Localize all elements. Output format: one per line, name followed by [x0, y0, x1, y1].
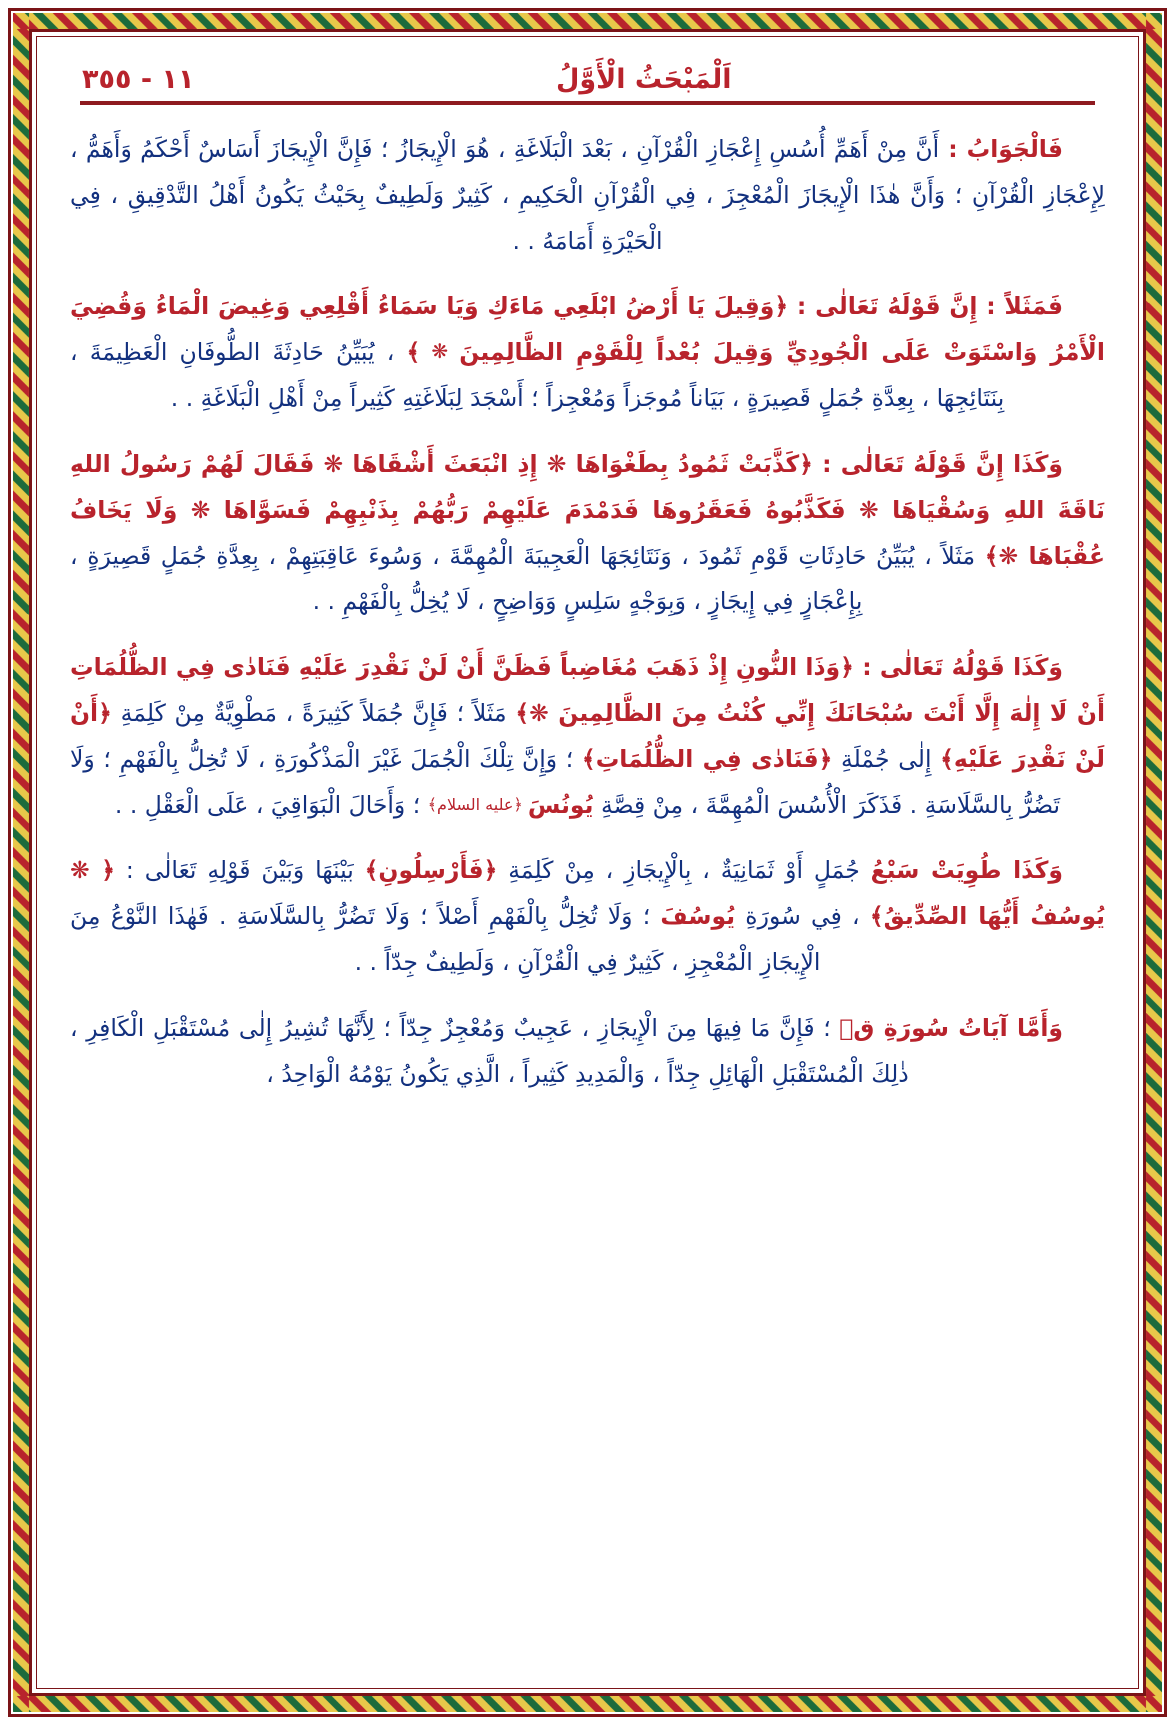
- paragraph: [70, 848, 1105, 985]
- text-run: فَالْجَوَابُ :: [939, 135, 1063, 163]
- text-run: ، فِي سُورَةِ: [735, 902, 870, 931]
- text-run: وَكَذَا قَوْلُهُ تَعَالٰى :: [853, 653, 1063, 682]
- text-run: وَكَذَا إِنَّ قَوْلَهُ تَعَالٰى :: [812, 449, 1064, 478]
- header-divider: [80, 101, 1095, 105]
- text-run: ﴿: [840, 653, 854, 682]
- paragraph: [70, 1006, 1105, 1098]
- page-content: [44, 44, 1131, 1681]
- text-run: وَقِيلَ يَا أَرْضُ ابْلَعِي مَاءَكِ وَيَا سَمَاءُ أَقْلِعِي وَغِيضَ الْمَاءُ وَقُضِيَ الْأَمْرُ وَاسْتَوَتْ عَلَى الْجُودِيِّ وَقِيلَ بُعْداً لِلْقَوْمِ الظَّالِمِينَ: [70, 292, 1105, 367]
- text-run: وَكَذَا طُوِيَتْ سَبْعُ: [870, 856, 1064, 885]
- text-run: كَذَّبَتْ ثَمُودُ بِطَغْوَاهَا ❋ إِذِ انْبَعَثَ أَشْقَاهَا ❋ فَقَالَ لَهُمْ رَسُولُ اللهِ نَاقَةَ اللهِ وَسُقْيَاهَا ❋ فَكَذَّبُوهُ فَعَقَرُوهَا فَدَمْدَمَ عَلَيْهِمْ رَبُّهُمْ بِذَنْبِهِمْ فَسَوَّاهَا ❋ وَلَا يَخَافُ عُقْبَاهَا ❋: [70, 449, 1105, 570]
- text-run: وَذَا النُّونِ إِذْ ذَهَبَ مُغَاضِباً فَظَنَّ أَنْ لَنْ نَقْدِرَ عَلَيْهِ فَنَادٰى فِي الظُّلُمَاتِ أَنْ لَا إِلٰهَ إِلَّا أَنْتَ سُبْحَانَكَ إِنِّي كُنْتُ مِنَ الظَّالِمِينَ ❋: [70, 653, 1105, 727]
- text-run: يُوسُفَ: [660, 902, 736, 931]
- text-run: مَثَلاً ؛ فَإِنَّ جُمَلاً كَثِيرَةً ، مَطْوِيَّةٌ مِنْ كَلِمَةِ: [111, 698, 516, 727]
- page-title: اَلْمَبْحَثُ الْأَوَّلُ: [555, 64, 732, 95]
- text-run: ﴾: [984, 541, 999, 570]
- text-run: وَأَمَّا آيَاتُ سُورَةِ قۤ: [839, 1013, 1063, 1042]
- paragraph: [70, 442, 1105, 625]
- paragraph: [70, 127, 1105, 264]
- text-run: ، يُبَيِّنُ حَادِثَةَ الطُّوفَانِ الْعَظِيمَةَ ، بِنَتَائِجِهَا ، بِعِدَّةِ جُمَلٍ قَصِيرَةٍ ، بَيَاناً مُوجَزاً وَمُعْجِزاً ؛ أَسْجَدَ لِبَلَاغَتِهِ كَثِيراً مِنْ أَهْلِ الْبَلَاغَةِ . .: [70, 338, 1005, 413]
- text-run: ؛ وَلَا تُخِلُّ بِالْفَهْمِ أَصْلاً ؛ وَلَا تَضُرُّ بِالسَّلَاسَةِ . فَهٰذَا النَّوْعُ مِنَ الْإِيجَازِ الْمُعْجِزِ ، كَثِيرٌ فِي الْقُرْآنِ ، وَلَطِيفٌ جِدّاً . .: [70, 902, 821, 976]
- text-run: ﴿عليه السلام﴾: [427, 794, 528, 814]
- paragraph: [70, 284, 1105, 421]
- text-run: أَنَّ مِنْ أَهَمِّ أُسُسِ إِعْجَازِ الْقُرْآنِ ، بَعْدَ الْبَلَاغَةِ ، هُوَ الْإِيجَازُ ؛ فَإِنَّ الْإِيجَازَ أَسَاسٌ أَحْكَمُ وَأَهَمُّ ، لِإِعْجَازِ الْقُرْآنِ ؛ وَأَنَّ هٰذَا الْإِيجَازَ الْمُعْجِزَ ، فِي الْقُرْآنِ الْحَكِيمِ ، كَثِيرٌ وَلَطِيفٌ بِحَيْثُ يَكُونُ أَهْلُ التَّدْقِيقِ ، فِي الْحَيْرَةِ أَمَامَهُ . .: [70, 135, 1105, 255]
- page-header: [70, 64, 1105, 95]
- text-run: يُونُسَ: [527, 790, 594, 819]
- text-run: ﴿: [774, 292, 789, 321]
- text-run: مَثَلاً ، يُبَيِّنُ حَادِثَاتِ قَوْمِ ثَمُودَ ، وَنَتَائِجَهَا الْعَجِيبَةَ الْمُهِمَّةَ ، وَسُوءَ عَاقِبَتِهِمْ ، بِعِدَّةِ جُمَلٍ قَصِيرَةٍ ، بِإِعْجَازٍ فِي إِيجَازٍ ، وَبِوَجْهٍ سَلِسٍ وَوَاضِحٍ ، لَا يُخِلُّ بِالْفَهْمِ . .: [70, 541, 985, 616]
- text-run: ؛ وَأَحَالَ الْبَوَاقِيَ ، عَلَى الْعَقْلِ . .: [114, 790, 428, 819]
- paragraph: [70, 645, 1105, 828]
- text-run: ﴿أَنْ لَنْ نَقْدِرَ عَلَيْهِ﴾: [70, 698, 1105, 773]
- text-run: ﴿ ❋ يُوسُفُ أَيُّهَا الصِّدِّيقُ﴾: [70, 856, 1105, 931]
- text-run: جُمَلٍ أَوْ ثَمَانِيَةٌ ، بِالْإِيجَازِ ، مِنْ كَلِمَةِ: [497, 856, 871, 885]
- text-run: ❋: [420, 339, 460, 364]
- text-run: بَيْنَهَا وَبَيْنَ قَوْلِهِ تَعَالٰى :: [115, 856, 365, 885]
- text-run: ﴿فَأَرْسِلُونِ﴾: [364, 856, 498, 885]
- text-run: ﴿: [799, 449, 813, 478]
- page-number: ١١ - ٣٥٥: [82, 64, 195, 95]
- text-run: ﴿فَنَادٰى فِي الظُّلُمَاتِ﴾: [581, 744, 833, 773]
- text-run: ﴾: [406, 338, 421, 367]
- text-run: ﴾: [515, 698, 530, 727]
- body-text: [70, 127, 1105, 1097]
- text-run: ؛ وَإِنَّ تِلْكَ الْجُمَلَ غَيْرَ الْمَذْكُورَةِ ، لَا تُخِلُّ بِالْفَهْمِ ؛ وَلَا تَضُرُّ بِالسَّلَاسَةِ . فَذَكَرَ الْأُسُسَ الْمُهِمَّةَ ، مِنْ قِصَّةِ: [70, 744, 1061, 819]
- text-run: ؛ فَإِنَّ مَا فِيهَا مِنَ الْإِيجَازِ ، عَجِيبٌ وَمُعْجِزٌ جِدّاً ؛ لِأَنَّهَا تُشِيرُ إِلٰى مُسْتَقْبَلِ الْكَافِرِ ، ذٰلِكَ الْمُسْتَقْبَلِ الْهَائِلِ جِدّاً ، وَالْمَدِيدِ كَثِيراً ، الَّذِي يَكُونُ يَوْمُهُ الْوَاحِدُ ،: [70, 1013, 909, 1088]
- text-run: إِلٰى جُمْلَةِ: [832, 744, 941, 773]
- text-run: فَمَثَلاً : إِنَّ قَوْلَهُ تَعَالٰى :: [788, 292, 1063, 321]
